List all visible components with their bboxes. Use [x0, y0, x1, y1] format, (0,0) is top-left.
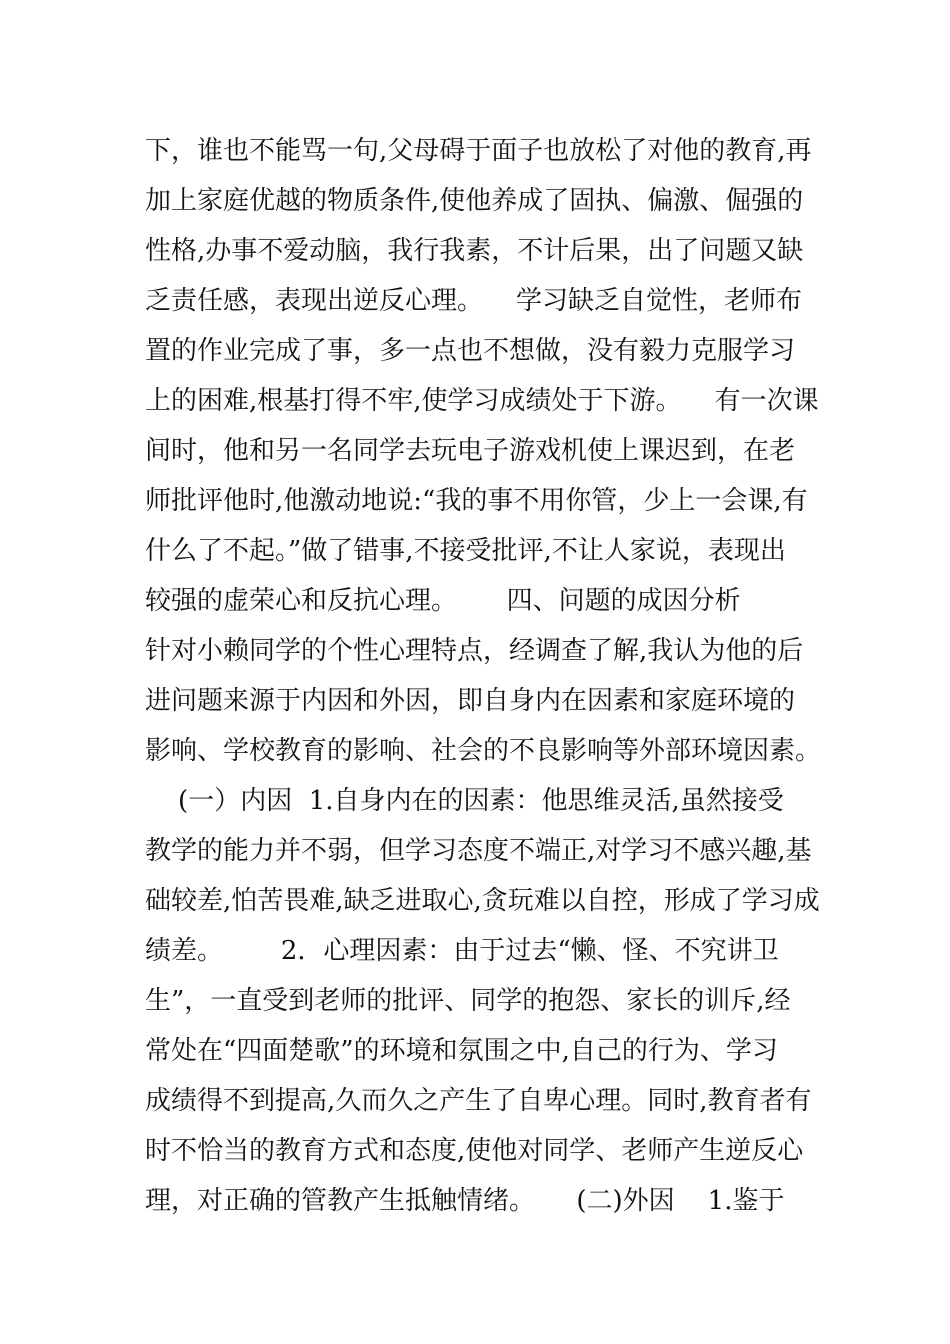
text-line-1: 下，谁也不能骂一句,父母碍于面子也放松了对他的教育,再 [145, 136, 812, 166]
text-line-10: 较强的虚荣心和反抗心理。 四、问题的成因分析 [145, 586, 741, 616]
text-line-22: 理，对正确的管教产生抵触情绪。 (二)外因 1.鉴于 [145, 1186, 785, 1216]
text-line-3: 性格,办事不爱动脑，我行我素，不计后果，出了问题又缺 [145, 236, 804, 266]
text-line-9: 什么了不起。”做了错事,不接受批评,不让人家说，表现出 [145, 536, 786, 566]
text-line-14: (一）内因 1.自身内在的因素：他思维灵活,虽然接受 [145, 786, 784, 816]
text-line-8: 师批评他时,他激动地说:“我的事不用你管，少上一会课,有 [145, 486, 808, 516]
text-line-11: 针对小赖同学的个性心理特点，经调查了解,我认为他的后 [145, 636, 804, 666]
text-line-21: 时不恰当的教育方式和态度,使他对同学、老师产生逆反心 [145, 1136, 804, 1166]
text-line-18: 生”，一直受到老师的批评、同学的抱怨、家长的训斥,经 [145, 986, 791, 1016]
text-line-15: 教学的能力并不弱，但学习态度不端正,对学习不感兴趣,基 [145, 836, 812, 866]
text-line-13: 影响、学校教育的影响、社会的不良影响等外部环境因素。 [145, 736, 822, 766]
body-text [145, 126, 825, 1226]
text-line-16: 础较差,怕苦畏难,缺乏进取心,贪玩难以自控，形成了学习成 [145, 886, 820, 916]
text-line-19: 常处在“四面楚歌”的环境和氛围之中,自己的行为、学习 [145, 1036, 778, 1066]
text-line-20: 成绩得不到提高,久而久之产生了自卑心理。同时,教育者有 [145, 1086, 812, 1116]
text-line-12: 进问题来源于内因和外因，即自身内在因素和家庭环境的 [145, 686, 796, 716]
text-line-2: 加上家庭优越的物质条件,使他养成了固执、偏激、倔强的 [145, 186, 804, 216]
text-line-7: 间时，他和另一名同学去玩电子游戏机使上课迟到，在老 [145, 436, 796, 466]
text-line-6: 上的困难,根基打得不牢,使学习成绩处于下游。 有一次课 [145, 386, 819, 416]
text-line-17: 绩差。 2．心理因素：由于过去“懒、怪、不究讲卫 [145, 936, 779, 966]
text-line-5: 置的作业完成了事，多一点也不想做，没有毅力克服学习 [145, 336, 796, 366]
text-line-4: 乏责任感，表现出逆反心理。 学习缺乏自觉性，老师布 [145, 286, 803, 316]
